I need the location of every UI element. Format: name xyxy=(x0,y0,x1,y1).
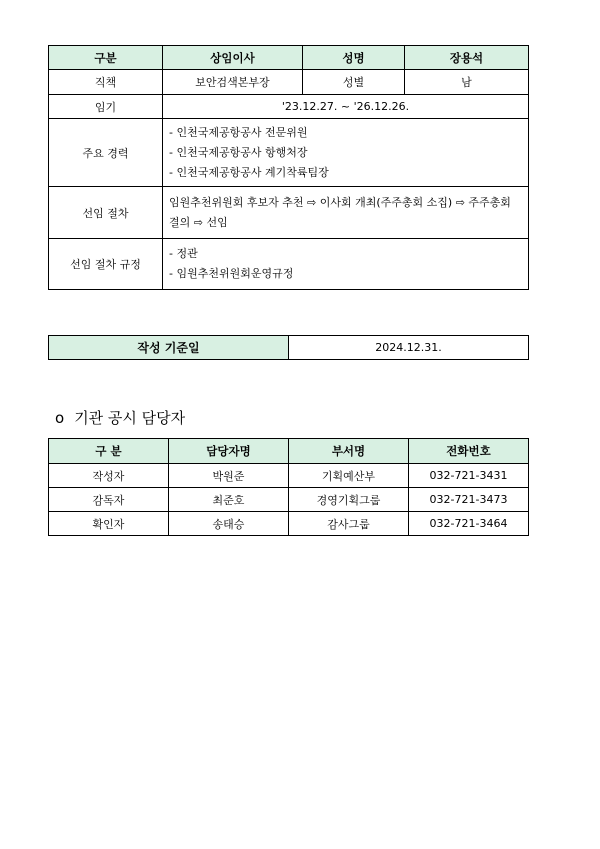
department-cell: 기획예산부 xyxy=(289,464,409,488)
table-row xyxy=(49,336,529,360)
table-row xyxy=(49,119,529,187)
position-label: 직책 xyxy=(49,70,163,95)
executive-info-table xyxy=(48,45,529,290)
name-cell: 박원준 xyxy=(169,464,289,488)
bullet-icon: o xyxy=(55,409,65,427)
regulation-label: 선임 절차 규정 xyxy=(49,239,163,290)
procedure-step: 선임 xyxy=(206,215,228,229)
phone-cell: 032-721-3473 xyxy=(409,488,529,512)
base-date-table xyxy=(48,335,529,360)
department-cell: 경영기획그룹 xyxy=(289,488,409,512)
table-row xyxy=(49,187,529,239)
gender-value: 남 xyxy=(405,70,529,95)
header-cell: 전화번호 xyxy=(409,439,529,464)
section-title xyxy=(55,407,185,428)
role-cell: 감독자 xyxy=(49,488,169,512)
career-label: 주요 경력 xyxy=(49,119,163,187)
table-row xyxy=(49,464,529,488)
name-cell: 최준호 xyxy=(169,488,289,512)
procedure-step: 임원추천위원회 후보자 추천 xyxy=(169,195,304,209)
header-cell: 부서명 xyxy=(289,439,409,464)
header-cell: 장용석 xyxy=(405,46,529,70)
career-item: - 인천국제공항공사 항행처장 xyxy=(169,145,308,159)
table-header-row xyxy=(49,46,529,70)
contacts-table xyxy=(48,438,529,536)
term-label: 임기 xyxy=(49,95,163,119)
phone-cell: 032-721-3464 xyxy=(409,512,529,536)
department-cell: 감사그룹 xyxy=(289,512,409,536)
arrow-right-icon: ⇨ xyxy=(307,195,317,209)
gender-label: 성별 xyxy=(303,70,405,95)
header-cell: 구분 xyxy=(49,46,163,70)
career-item: - 인천국제공항공사 전문위원 xyxy=(169,125,308,139)
term-value: '23.12.27. ~ '26.12.26. xyxy=(163,95,529,119)
name-cell: 송태승 xyxy=(169,512,289,536)
header-cell: 성명 xyxy=(303,46,405,70)
career-item: - 인천국제공항공사 계기착륙팀장 xyxy=(169,165,329,179)
regulation-list xyxy=(163,239,529,290)
procedure-step: 이사회 개최(주주총회 소집) xyxy=(319,195,453,209)
position-value: 보안검색본부장 xyxy=(163,70,303,95)
career-list xyxy=(163,119,529,187)
regulation-item: - 임원추천위원회운영규정 xyxy=(169,267,294,280)
arrow-right-icon: ⇨ xyxy=(455,195,465,209)
table-row xyxy=(49,488,529,512)
procedure-label: 선임 절차 xyxy=(49,187,163,239)
table-row xyxy=(49,70,529,95)
header-cell: 구 분 xyxy=(49,439,169,464)
table-row xyxy=(49,95,529,119)
section-title-text: 기관 공시 담당자 xyxy=(74,409,186,427)
base-date-value: 2024.12.31. xyxy=(289,336,529,360)
procedure-value xyxy=(163,187,529,239)
regulation-item: - 정관 xyxy=(169,247,198,260)
header-cell: 상임이사 xyxy=(163,46,303,70)
arrow-right-icon: ⇨ xyxy=(193,215,203,229)
role-cell: 작성자 xyxy=(49,464,169,488)
table-row xyxy=(49,512,529,536)
table-header-row xyxy=(49,439,529,464)
header-cell: 담당자명 xyxy=(169,439,289,464)
procedure-step: 주주총회 결의 xyxy=(169,195,511,229)
base-date-label: 작성 기준일 xyxy=(49,336,289,360)
phone-cell: 032-721-3431 xyxy=(409,464,529,488)
role-cell: 확인자 xyxy=(49,512,169,536)
table-row xyxy=(49,239,529,290)
